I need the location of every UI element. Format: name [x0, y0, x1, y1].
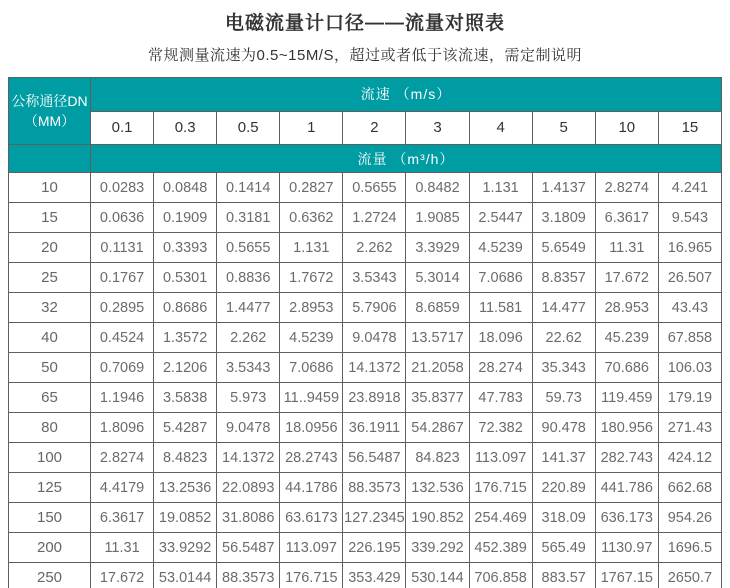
flow-value-cell: 127.2345	[343, 503, 406, 533]
flow-table-body	[9, 173, 722, 588]
table-row	[9, 263, 722, 293]
flow-value-cell: 0.8686	[154, 293, 217, 323]
flow-value-cell: 4.5239	[469, 233, 532, 263]
flow-value-cell: 1.9085	[406, 203, 469, 233]
flow-value-cell: 90.478	[532, 413, 595, 443]
flow-value-cell: 88.3573	[217, 563, 280, 588]
flow-value-cell: 36.1911	[343, 413, 406, 443]
flow-value-cell: 45.239	[595, 323, 658, 353]
dn-value-cell: 15	[9, 203, 91, 233]
dn-value-cell: 50	[9, 353, 91, 383]
flow-value-cell: 0.1131	[91, 233, 154, 263]
flow-value-cell: 2650.7	[658, 563, 721, 588]
flow-value-cell: 8.4823	[154, 443, 217, 473]
table-row	[9, 473, 722, 503]
flow-value-cell: 424.12	[658, 443, 721, 473]
flow-value-cell: 0.4524	[91, 323, 154, 353]
flow-value-cell: 5.3014	[406, 263, 469, 293]
corner-header-cell	[9, 78, 91, 145]
table-row	[9, 233, 722, 263]
flow-value-cell: 3.5343	[217, 353, 280, 383]
flow-value-cell: 11.31	[91, 533, 154, 563]
flow-value-cell: 16.965	[658, 233, 721, 263]
flow-value-cell: 18.0956	[280, 413, 343, 443]
flow-value-cell: 28.2743	[280, 443, 343, 473]
flow-value-cell: 8.6859	[406, 293, 469, 323]
velocity-header-cell: 1	[280, 111, 343, 145]
flow-value-cell: 4.4179	[91, 473, 154, 503]
flow-value-cell: 23.8918	[343, 383, 406, 413]
dn-value-cell: 80	[9, 413, 91, 443]
dn-value-cell: 125	[9, 473, 91, 503]
flow-value-cell: 0.8836	[217, 263, 280, 293]
flow-value-cell: 17.672	[595, 263, 658, 293]
corner-header-line2: （MM）	[23, 113, 76, 129]
velocity-header-cell: 0.5	[217, 111, 280, 145]
dn-value-cell: 25	[9, 263, 91, 293]
flow-value-cell: 28.953	[595, 293, 658, 323]
flow-value-cell: 271.43	[658, 413, 721, 443]
flow-value-cell: 1.1946	[91, 383, 154, 413]
flow-value-cell: 9.0478	[217, 413, 280, 443]
flow-value-cell: 1.4137	[532, 173, 595, 203]
velocity-header-cell: 2	[343, 111, 406, 145]
page-subtitle: 常规测量流速为0.5~15M/S，超过或者低于该流速，需定制说明	[148, 47, 582, 64]
corner-header-line1: 公称通径DN	[11, 92, 88, 109]
flow-band-corner-cell	[9, 145, 91, 173]
flow-value-cell: 9.543	[658, 203, 721, 233]
flow-value-cell: 59.73	[532, 383, 595, 413]
flow-value-cell: 1767.15	[595, 563, 658, 588]
flow-value-cell: 63.6173	[280, 503, 343, 533]
flow-value-cell: 3.5343	[343, 263, 406, 293]
flow-value-cell: 22.62	[532, 323, 595, 353]
flow-value-cell: 0.5301	[154, 263, 217, 293]
flow-value-cell: 141.37	[532, 443, 595, 473]
flow-value-cell: 35.8377	[406, 383, 469, 413]
flow-value-cell: 7.0686	[469, 263, 532, 293]
flow-value-cell: 0.3181	[217, 203, 280, 233]
flow-value-cell: 954.26	[658, 503, 721, 533]
flow-value-cell: 318.09	[532, 503, 595, 533]
flow-band-row	[9, 145, 722, 173]
flow-value-cell: 53.0144	[154, 563, 217, 588]
flow-value-cell: 6.3617	[91, 503, 154, 533]
flow-value-cell: 70.686	[595, 353, 658, 383]
flow-value-cell: 44.1786	[280, 473, 343, 503]
flow-value-cell: 176.715	[280, 563, 343, 588]
table-row	[9, 563, 722, 588]
flow-value-cell: 1.2724	[343, 203, 406, 233]
flow-value-cell: 0.0636	[91, 203, 154, 233]
flow-value-cell: 67.858	[658, 323, 721, 353]
flow-value-cell: 5.7906	[343, 293, 406, 323]
flow-value-cell: 28.274	[469, 353, 532, 383]
table-row	[9, 443, 722, 473]
table-row	[9, 203, 722, 233]
velocity-band-row	[9, 78, 722, 112]
flow-value-cell: 13.2536	[154, 473, 217, 503]
flow-value-cell: 54.2867	[406, 413, 469, 443]
flow-value-cell: 11..9459	[280, 383, 343, 413]
flow-value-cell: 21.2058	[406, 353, 469, 383]
flow-value-cell: 441.786	[595, 473, 658, 503]
dn-value-cell: 250	[9, 563, 91, 588]
flow-value-cell: 339.292	[406, 533, 469, 563]
flow-value-cell: 2.1206	[154, 353, 217, 383]
flow-value-cell: 132.536	[406, 473, 469, 503]
dn-value-cell: 10	[9, 173, 91, 203]
flow-value-cell: 2.262	[343, 233, 406, 263]
flow-value-cell: 0.5655	[343, 173, 406, 203]
flow-value-cell: 84.823	[406, 443, 469, 473]
flow-value-cell: 1.7672	[280, 263, 343, 293]
flow-value-cell: 452.389	[469, 533, 532, 563]
flow-value-cell: 3.1809	[532, 203, 595, 233]
flow-value-cell: 0.0283	[91, 173, 154, 203]
flow-value-cell: 33.9292	[154, 533, 217, 563]
dn-value-cell: 40	[9, 323, 91, 353]
flow-value-cell: 0.1414	[217, 173, 280, 203]
velocity-header-cell: 5	[532, 111, 595, 145]
flow-value-cell: 88.3573	[343, 473, 406, 503]
flow-value-cell: 2.262	[217, 323, 280, 353]
flow-value-cell: 0.2827	[280, 173, 343, 203]
flow-value-cell: 4.241	[658, 173, 721, 203]
flow-value-cell: 180.956	[595, 413, 658, 443]
flow-value-cell: 14.1372	[343, 353, 406, 383]
flow-value-cell: 1.4477	[217, 293, 280, 323]
flow-value-cell: 883.57	[532, 563, 595, 588]
flow-value-cell: 56.5487	[343, 443, 406, 473]
flow-value-cell: 9.0478	[343, 323, 406, 353]
flow-value-cell: 11.581	[469, 293, 532, 323]
flow-value-cell: 2.5447	[469, 203, 532, 233]
table-row	[9, 173, 722, 203]
flow-value-cell: 0.1767	[91, 263, 154, 293]
velocity-header-cell: 0.3	[154, 111, 217, 145]
flow-value-cell: 119.459	[595, 383, 658, 413]
dn-value-cell: 32	[9, 293, 91, 323]
flow-value-cell: 47.783	[469, 383, 532, 413]
flow-value-cell: 2.8274	[91, 443, 154, 473]
page-title: 电磁流量计口径——流量对照表	[224, 13, 505, 34]
flow-value-cell: 35.343	[532, 353, 595, 383]
flow-value-cell: 43.43	[658, 293, 721, 323]
flow-value-cell: 14.477	[532, 293, 595, 323]
flow-value-cell: 22.0893	[217, 473, 280, 503]
flow-value-cell: 6.3617	[595, 203, 658, 233]
flow-value-cell: 0.0848	[154, 173, 217, 203]
velocity-header-cell: 0.1	[91, 111, 154, 145]
flow-value-cell: 176.715	[469, 473, 532, 503]
table-row	[9, 353, 722, 383]
flow-value-cell: 254.469	[469, 503, 532, 533]
flow-value-cell: 0.7069	[91, 353, 154, 383]
flow-value-cell: 8.8357	[532, 263, 595, 293]
flow-value-cell: 0.3393	[154, 233, 217, 263]
flow-value-cell: 7.0686	[280, 353, 343, 383]
flow-value-cell: 11.31	[595, 233, 658, 263]
flow-value-cell: 530.144	[406, 563, 469, 588]
flow-value-cell: 5.973	[217, 383, 280, 413]
flow-comparison-table	[8, 77, 722, 588]
table-row	[9, 293, 722, 323]
flow-value-cell: 72.382	[469, 413, 532, 443]
table-row	[9, 383, 722, 413]
flow-value-cell: 1.131	[280, 233, 343, 263]
velocity-header-cell: 3	[406, 111, 469, 145]
flow-value-cell: 1130.97	[595, 533, 658, 563]
dn-value-cell: 65	[9, 383, 91, 413]
dn-value-cell: 100	[9, 443, 91, 473]
flow-value-cell: 353.429	[343, 563, 406, 588]
velocity-header-cell: 10	[595, 111, 658, 145]
flow-value-cell: 636.173	[595, 503, 658, 533]
flow-value-cell: 1.131	[469, 173, 532, 203]
flow-value-cell: 113.097	[469, 443, 532, 473]
dn-value-cell: 20	[9, 233, 91, 263]
flow-value-cell: 5.4287	[154, 413, 217, 443]
flow-value-cell: 19.0852	[154, 503, 217, 533]
flow-value-cell: 14.1372	[217, 443, 280, 473]
flow-value-cell: 220.89	[532, 473, 595, 503]
flow-value-cell: 0.8482	[406, 173, 469, 203]
flow-value-cell: 0.1909	[154, 203, 217, 233]
flow-value-cell: 226.195	[343, 533, 406, 563]
flow-value-cell: 565.49	[532, 533, 595, 563]
table-row	[9, 323, 722, 353]
flow-value-cell: 706.858	[469, 563, 532, 588]
dn-value-cell: 200	[9, 533, 91, 563]
flow-value-cell: 113.097	[280, 533, 343, 563]
dn-value-cell: 150	[9, 503, 91, 533]
velocity-header-cell: 4	[469, 111, 532, 145]
table-row	[9, 413, 722, 443]
flow-value-cell: 179.19	[658, 383, 721, 413]
flow-band-header: 流量 （m³/h）	[91, 145, 722, 173]
flow-value-cell: 26.507	[658, 263, 721, 293]
flow-value-cell: 190.852	[406, 503, 469, 533]
flow-value-cell: 31.8086	[217, 503, 280, 533]
flow-value-cell: 282.743	[595, 443, 658, 473]
flow-value-cell: 1.3572	[154, 323, 217, 353]
flow-value-cell: 1.8096	[91, 413, 154, 443]
table-row	[9, 503, 722, 533]
flow-value-cell: 3.5838	[154, 383, 217, 413]
flow-value-cell: 4.5239	[280, 323, 343, 353]
velocity-header-cell: 15	[658, 111, 721, 145]
flow-value-cell: 0.2895	[91, 293, 154, 323]
flow-value-cell: 2.8953	[280, 293, 343, 323]
flow-value-cell: 13.5717	[406, 323, 469, 353]
flow-value-cell: 662.68	[658, 473, 721, 503]
flow-value-cell: 5.6549	[532, 233, 595, 263]
flow-value-cell: 106.03	[658, 353, 721, 383]
flow-value-cell: 0.6362	[280, 203, 343, 233]
table-row	[9, 533, 722, 563]
flow-value-cell: 56.5487	[217, 533, 280, 563]
velocity-values-row	[9, 111, 722, 145]
flow-value-cell: 2.8274	[595, 173, 658, 203]
velocity-band-header: 流速 （m/s）	[91, 78, 722, 112]
flow-value-cell: 18.096	[469, 323, 532, 353]
flow-value-cell: 0.5655	[217, 233, 280, 263]
flow-value-cell: 1696.5	[658, 533, 721, 563]
flow-value-cell: 3.3929	[406, 233, 469, 263]
flow-value-cell: 17.672	[91, 563, 154, 588]
